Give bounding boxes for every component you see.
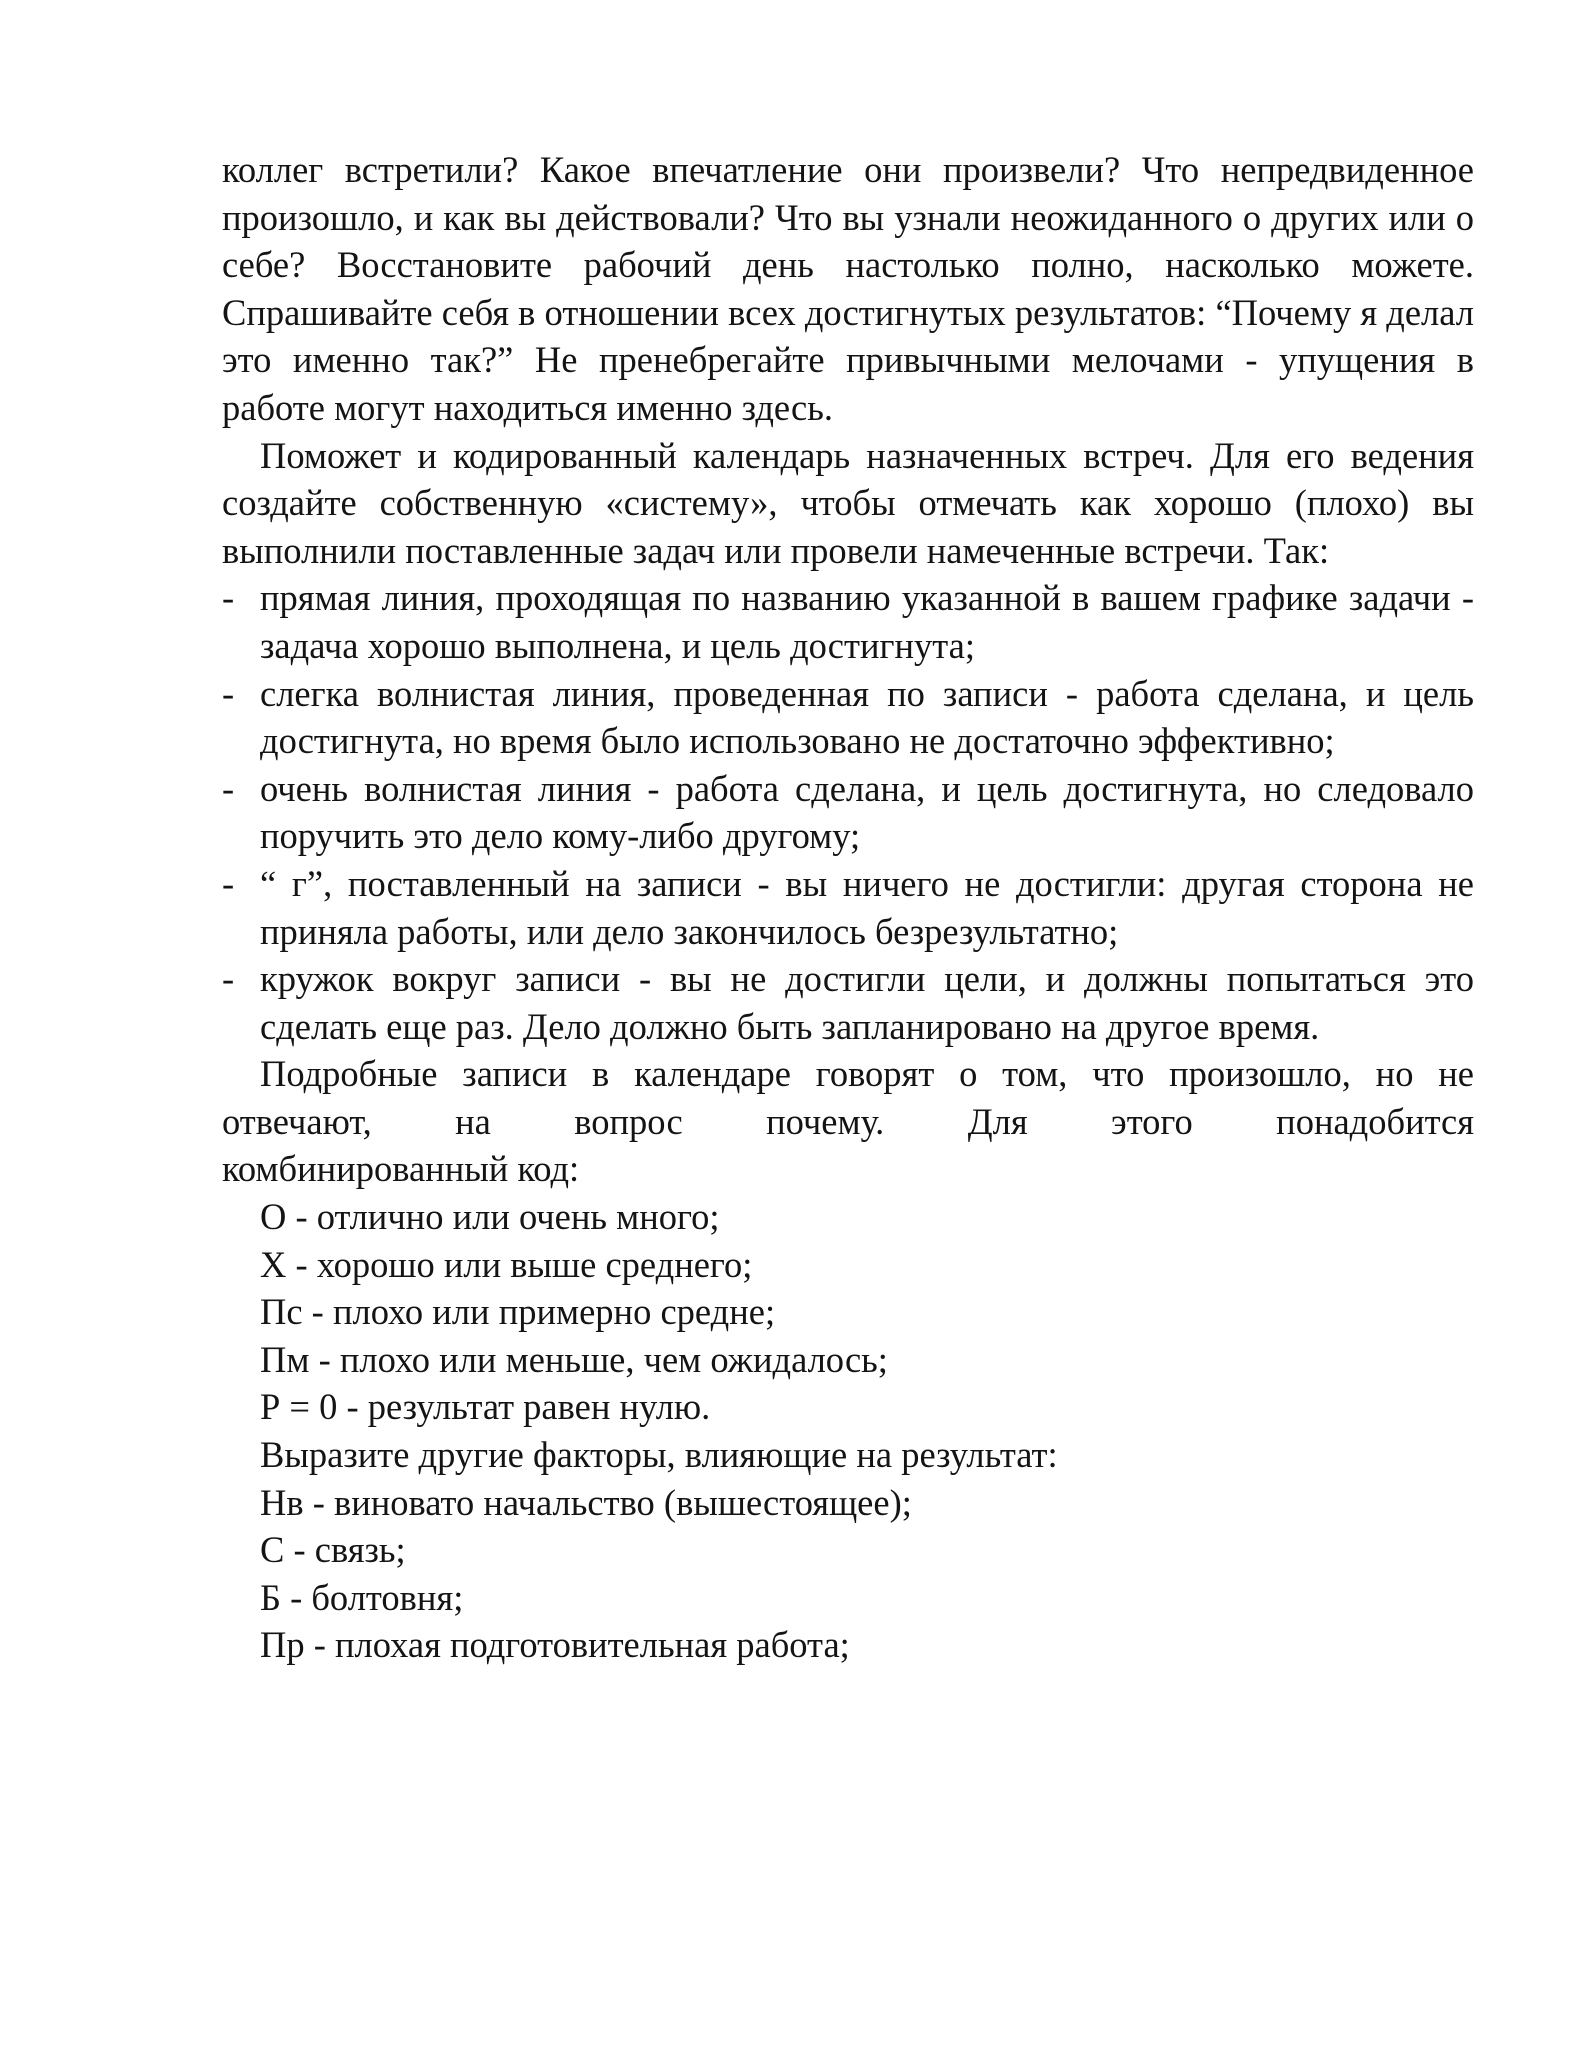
- factor-line: Нв - виновато начальство (вышестоящее);: [260, 1481, 912, 1523]
- paragraph-3-line-1: Подробные записи в календаре говорят о том, что произошло, но не: [260, 1053, 1474, 1095]
- paragraph-3-line-2: отвечают, на вопрос почему. Для этого понадобится: [222, 1100, 1474, 1142]
- code-line: Р = 0 - результат равен нулю.: [260, 1386, 711, 1428]
- code-line: О - отлично или очень много;: [260, 1196, 720, 1238]
- paragraph-1: коллег встретили? Какое впечатление они произвели? Что непредвиденное произошло, и как вы действовали? Что вы узнали неожиданного о других или о себе? Восстановите рабочий день настолько полно, насколько можете. Спрашивайте себя в отношении всех достигнутых результатов: “Почему я делал это именно так?” Не пренебрегайте привычными мелочами - упущения в работе могут находиться именно здесь.: [222, 149, 1474, 428]
- list-item-text: прямая линия, проходящая по названию указанной в вашем графике задачи - задача хорошо выполнена, и цель достигнута;: [260, 577, 1474, 666]
- paragraph-3-line-3: комбинированный код:: [222, 1148, 580, 1190]
- paragraph-2: Поможет и кодированный календарь назначенных встреч. Для его ведения создайте собственную «систему», чтобы отмечать как хорошо (плохо) вы выполнили поставленные задач или провели намеченные встречи. Так:: [222, 434, 1474, 571]
- list-item-text: очень волнистая линия - работа сделана, и цель достигнута, но следовало поручить это дело кому-либо другому;: [260, 767, 1474, 857]
- code-line: Пм - плохо или меньше, чем ожидалось;: [260, 1338, 888, 1380]
- list-item: [222, 860, 1474, 955]
- list-dash: -: [222, 577, 235, 619]
- list-dash: -: [222, 672, 235, 714]
- factor-line: С - связь;: [260, 1529, 406, 1571]
- factor-codes: [222, 1479, 1474, 1669]
- factor-line: Б - болтовня;: [260, 1576, 464, 1618]
- list-item-text: кружок вокруг записи - вы не достигли цели, и должны попытаться это сделать еще раз. Дело должно быть запланировано на другое время.: [260, 958, 1474, 1047]
- factors-intro: Выразите другие факторы, влияющие на результат:: [260, 1434, 1058, 1476]
- list-item-text: “ г”, поставленный на записи - вы ничего не достигли: другая сторона не приняла работы, или дело закончилось безрезультатно;: [260, 862, 1474, 952]
- list-dash: -: [222, 767, 235, 809]
- factor-line: Пр - плохая подготовительная работа;: [260, 1624, 850, 1666]
- code-line: Пс - плохо или примерно средне;: [260, 1291, 776, 1333]
- code-line: Х - хорошо или выше среднего;: [260, 1243, 753, 1285]
- list-item: [222, 670, 1474, 765]
- list-dash: -: [222, 862, 235, 904]
- document-page: [222, 146, 1474, 1669]
- list-item: [222, 574, 1474, 669]
- result-codes: [222, 1193, 1474, 1431]
- calendar-marks-list: [222, 574, 1474, 1050]
- list-item: [222, 955, 1474, 1050]
- list-dash: -: [222, 958, 235, 1000]
- list-item: [222, 765, 1474, 860]
- list-item-text: слегка волнистая линия, проведенная по записи - работа сделана, и цель достигнута, но время было использовано не достаточно эффективно;: [260, 672, 1474, 762]
